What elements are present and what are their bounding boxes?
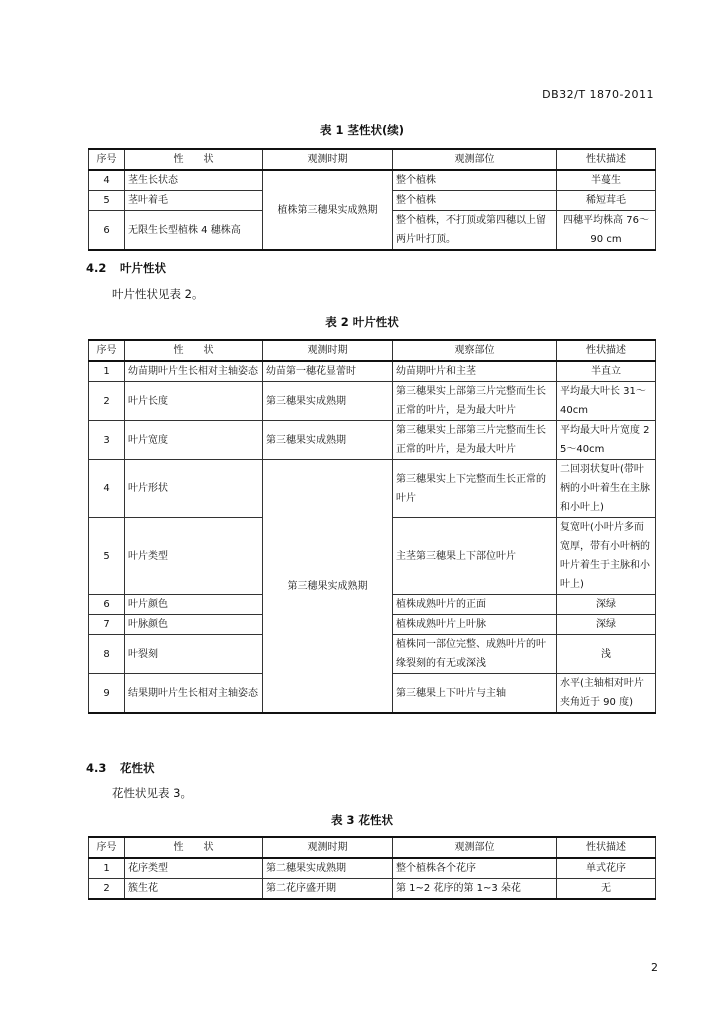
cell-trait: 幼苗期叶片生长相对主轴姿态: [125, 361, 263, 382]
cell-description: 平均最大叶片宽度 25～40cm: [557, 421, 656, 460]
cell-period-merged: 植株第三穗果实成熟期: [263, 170, 393, 250]
cell-period: 第二穗果实成熟期: [263, 858, 393, 879]
cell-trait: 叶片长度: [125, 382, 263, 421]
section-4-2-heading: [86, 260, 166, 276]
cell-part: 整个植株: [393, 191, 557, 211]
section-number: 4.3: [86, 761, 107, 775]
table-header-row: [89, 837, 656, 858]
cell-part: 植株同一部位完整、成熟叶片的叶缘裂刻的有无或深浅: [393, 635, 557, 674]
cell-index: 1: [89, 361, 125, 382]
table1: [88, 148, 656, 251]
cell-index: 4: [89, 170, 125, 191]
table3: [88, 836, 656, 900]
cell-trait: 叶脉颜色: [125, 615, 263, 635]
header-cell: 序号: [89, 149, 125, 170]
cell-part: 整个植株，不打顶或第四穗以上留两片叶打顶。: [393, 211, 557, 251]
cell-part: 第三穗果实上部第三片完整而生长正常的叶片，是为最大叶片: [393, 382, 557, 421]
cell-period-merged: 第三穗果实成熟期: [263, 460, 393, 714]
cell-part: 主茎第三穗果上下部位叶片: [393, 518, 557, 595]
header-cell: 性 状: [125, 837, 263, 858]
cell-part: 第三穗果实上下完整而生长正常的叶片: [393, 460, 557, 518]
cell-index: 2: [89, 879, 125, 900]
cell-trait: 叶片形状: [125, 460, 263, 518]
header-cell: 观测时期: [263, 340, 393, 361]
header-cell: 观测部位: [393, 837, 557, 858]
cell-part: 整个植株: [393, 170, 557, 191]
cell-description: 无: [557, 879, 656, 900]
cell-trait: 叶片类型: [125, 518, 263, 595]
section-number: 4.2: [86, 261, 107, 275]
cell-index: 9: [89, 674, 125, 714]
cell-description: 单式花序: [557, 858, 656, 879]
table-row: [89, 858, 656, 879]
table2-caption: 表 2 叶片性状: [325, 315, 399, 329]
table2: [88, 339, 656, 714]
section-title: 花性状: [120, 761, 155, 775]
section-4-3-text: 花性状见表 3。: [112, 786, 192, 800]
header-cell: 性状描述: [557, 837, 656, 858]
cell-description: 半蔓生: [557, 170, 656, 191]
cell-index: 1: [89, 858, 125, 879]
cell-description: 四穗平均株高 76～90 cm: [557, 211, 656, 251]
table-header-row: [89, 149, 656, 170]
cell-index: 7: [89, 615, 125, 635]
header-cell: 序号: [89, 340, 125, 361]
cell-index: 2: [89, 382, 125, 421]
standard-code: DB32/T 1870-2011: [542, 88, 654, 101]
cell-index: 5: [89, 191, 125, 211]
header-cell: 观测时期: [263, 837, 393, 858]
table-row: [89, 460, 656, 518]
cell-description: 水平(主轴相对叶片夹角近于 90 度): [557, 674, 656, 714]
cell-index: 6: [89, 211, 125, 251]
cell-description: 深绿: [557, 615, 656, 635]
cell-trait: 花序类型: [125, 858, 263, 879]
cell-part: 幼苗期叶片和主茎: [393, 361, 557, 382]
table-row: [89, 170, 656, 191]
cell-trait: 茎生长状态: [125, 170, 263, 191]
cell-index: 5: [89, 518, 125, 595]
cell-description: 浅: [557, 635, 656, 674]
header-cell: 性状描述: [557, 149, 656, 170]
header-cell: 序号: [89, 837, 125, 858]
cell-description: 复宽叶(小叶片多而宽厚，带有小叶柄的叶片着生于主脉和小叶上): [557, 518, 656, 595]
table-row: [89, 879, 656, 900]
cell-index: 8: [89, 635, 125, 674]
header-cell: 性 状: [125, 149, 263, 170]
cell-description: 平均最大叶长 31～40cm: [557, 382, 656, 421]
cell-index: 6: [89, 595, 125, 615]
cell-description: 深绿: [557, 595, 656, 615]
cell-description: 二回羽状复叶(带叶柄的小叶着生在主脉和小叶上): [557, 460, 656, 518]
cell-period: 第三穗果实成熟期: [263, 382, 393, 421]
cell-description: 半直立: [557, 361, 656, 382]
cell-trait: 叶裂刻: [125, 635, 263, 674]
header-cell: 观察部位: [393, 340, 557, 361]
table-header-row: [89, 340, 656, 361]
cell-part: 整个植株各个花序: [393, 858, 557, 879]
cell-period: 第二花序盛开期: [263, 879, 393, 900]
table3-caption: 表 3 花性状: [330, 813, 393, 827]
cell-trait: 叶片宽度: [125, 421, 263, 460]
header-cell: 性状描述: [557, 340, 656, 361]
page-number: 2: [651, 961, 658, 974]
header-cell: 观测部位: [393, 149, 557, 170]
cell-trait: 簇生花: [125, 879, 263, 900]
cell-trait: 无限生长型植株 4 穗株高: [125, 211, 263, 251]
section-4-3-heading: [86, 760, 155, 776]
cell-period: 第三穗果实成熟期: [263, 421, 393, 460]
cell-part: 第三穗果上下叶片与主轴: [393, 674, 557, 714]
cell-part: 第三穗果实上部第三片完整而生长正常的叶片，是为最大叶片: [393, 421, 557, 460]
cell-period: 幼苗第一穗花显蕾时: [263, 361, 393, 382]
cell-index: 3: [89, 421, 125, 460]
cell-part: 第 1~2 花序的第 1~3 朵花: [393, 879, 557, 900]
table-row: [89, 361, 656, 382]
cell-part: 植株成熟叶片的正面: [393, 595, 557, 615]
cell-part: 植株成熟叶片上叶脉: [393, 615, 557, 635]
cell-trait: 叶片颜色: [125, 595, 263, 615]
section-title: 叶片性状: [120, 261, 166, 275]
cell-index: 4: [89, 460, 125, 518]
section-4-2-text: 叶片性状见表 2。: [112, 287, 204, 301]
table-row: [89, 382, 656, 421]
cell-trait: 结果期叶片生长相对主轴姿态: [125, 674, 263, 714]
table-row: [89, 421, 656, 460]
cell-trait: 茎叶着毛: [125, 191, 263, 211]
cell-description: 稀短茸毛: [557, 191, 656, 211]
table1-caption: 表 1 茎性状(续): [319, 123, 405, 137]
header-cell: 性 状: [125, 340, 263, 361]
header-cell: 观测时期: [263, 149, 393, 170]
